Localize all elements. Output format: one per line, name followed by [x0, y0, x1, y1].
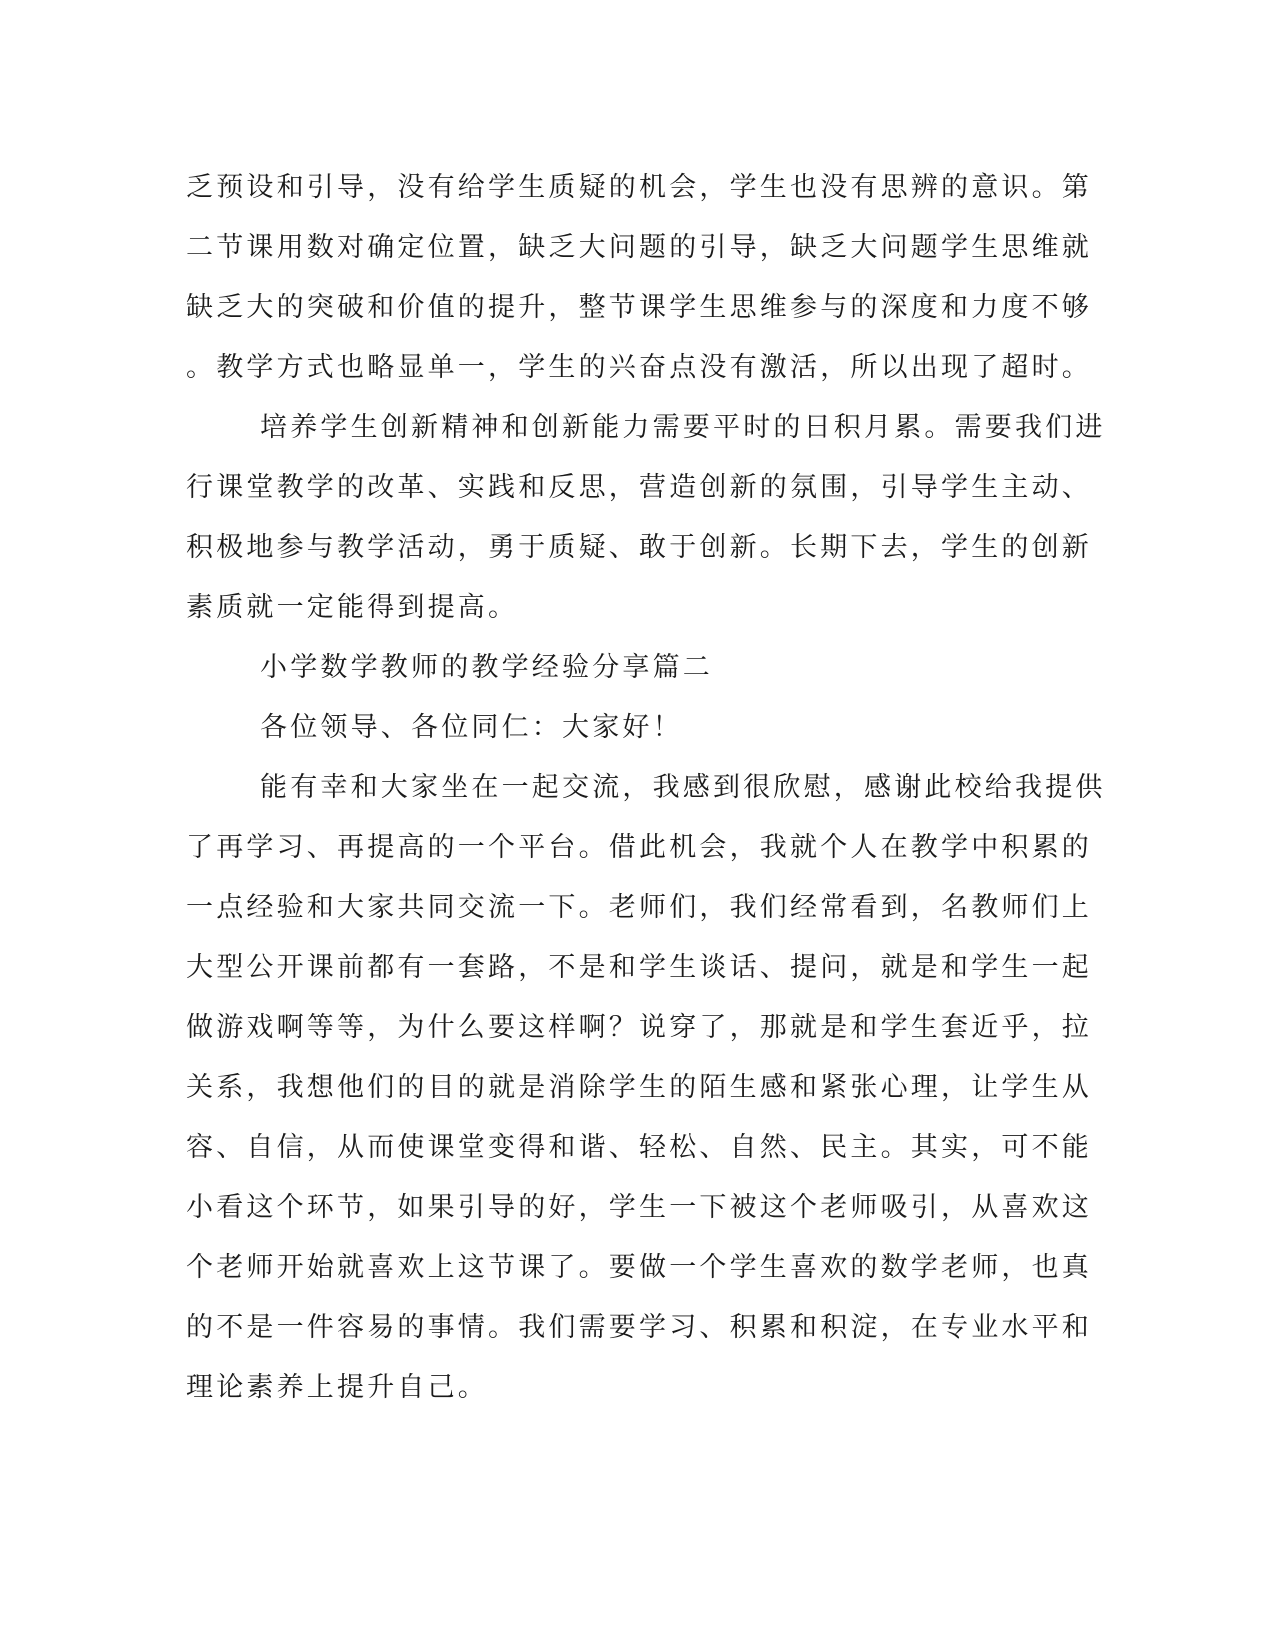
text-line: 能有幸和大家坐在一起交流，我感到很欣慰，感谢此校给我提供	[260, 772, 1106, 803]
heading-text: 小学数学教师的教学经验分享篇二	[260, 652, 713, 683]
paragraph-1	[186, 158, 1092, 398]
paragraph-3	[186, 758, 1106, 1418]
text-line: 素质就一定能得到提高。	[186, 592, 519, 623]
section-heading	[186, 638, 1086, 698]
text-line: 了再学习、再提高的一个平台。借此机会，我就个人在教学中积累的	[186, 832, 1092, 863]
text-line: 缺乏大的突破和价值的提升，整节课学生思维参与的深度和力度不够	[186, 292, 1092, 323]
text-line: 行课堂教学的改革、实践和反思，营造创新的氛围，引导学生主动、	[186, 472, 1092, 503]
document-body	[186, 158, 1106, 1418]
paragraph-2	[186, 398, 1106, 638]
text-line: 的不是一件容易的事情。我们需要学习、积累和积淀，在专业水平和	[186, 1312, 1092, 1343]
text-line: 乏预设和引导，没有给学生质疑的机会，学生也没有思辨的意识。第	[186, 172, 1092, 203]
text-line: 理论素养上提升自己。	[186, 1372, 488, 1403]
salutation-text: 各位领导、各位同仁：大家好！	[260, 712, 683, 743]
text-line: 二节课用数对确定位置，缺乏大问题的引导，缺乏大问题学生思维就	[186, 232, 1092, 263]
text-line: 积极地参与教学活动，勇于质疑、敢于创新。长期下去，学生的创新	[186, 532, 1092, 563]
text-line: 大型公开课前都有一套路，不是和学生谈话、提问，就是和学生一起	[186, 952, 1092, 983]
salutation	[186, 698, 1086, 758]
text-line: 容、自信，从而使课堂变得和谐、轻松、自然、民主。其实，可不能	[186, 1132, 1092, 1163]
text-line: 。教学方式也略显单一，学生的兴奋点没有激活，所以出现了超时。	[186, 352, 1092, 383]
text-line: 一点经验和大家共同交流一下。老师们，我们经常看到，名教师们上	[186, 892, 1092, 923]
text-line: 小看这个环节，如果引导的好，学生一下被这个老师吸引，从喜欢这	[186, 1192, 1092, 1223]
text-line: 关系，我想他们的目的就是消除学生的陌生感和紧张心理，让学生从	[186, 1072, 1092, 1103]
text-line: 个老师开始就喜欢上这节课了。要做一个学生喜欢的数学老师，也真	[186, 1252, 1092, 1283]
text-line: 做游戏啊等等，为什么要这样啊？说穿了，那就是和学生套近乎，拉	[186, 1012, 1092, 1043]
text-line: 培养学生创新精神和创新能力需要平时的日积月累。需要我们进	[260, 412, 1106, 443]
